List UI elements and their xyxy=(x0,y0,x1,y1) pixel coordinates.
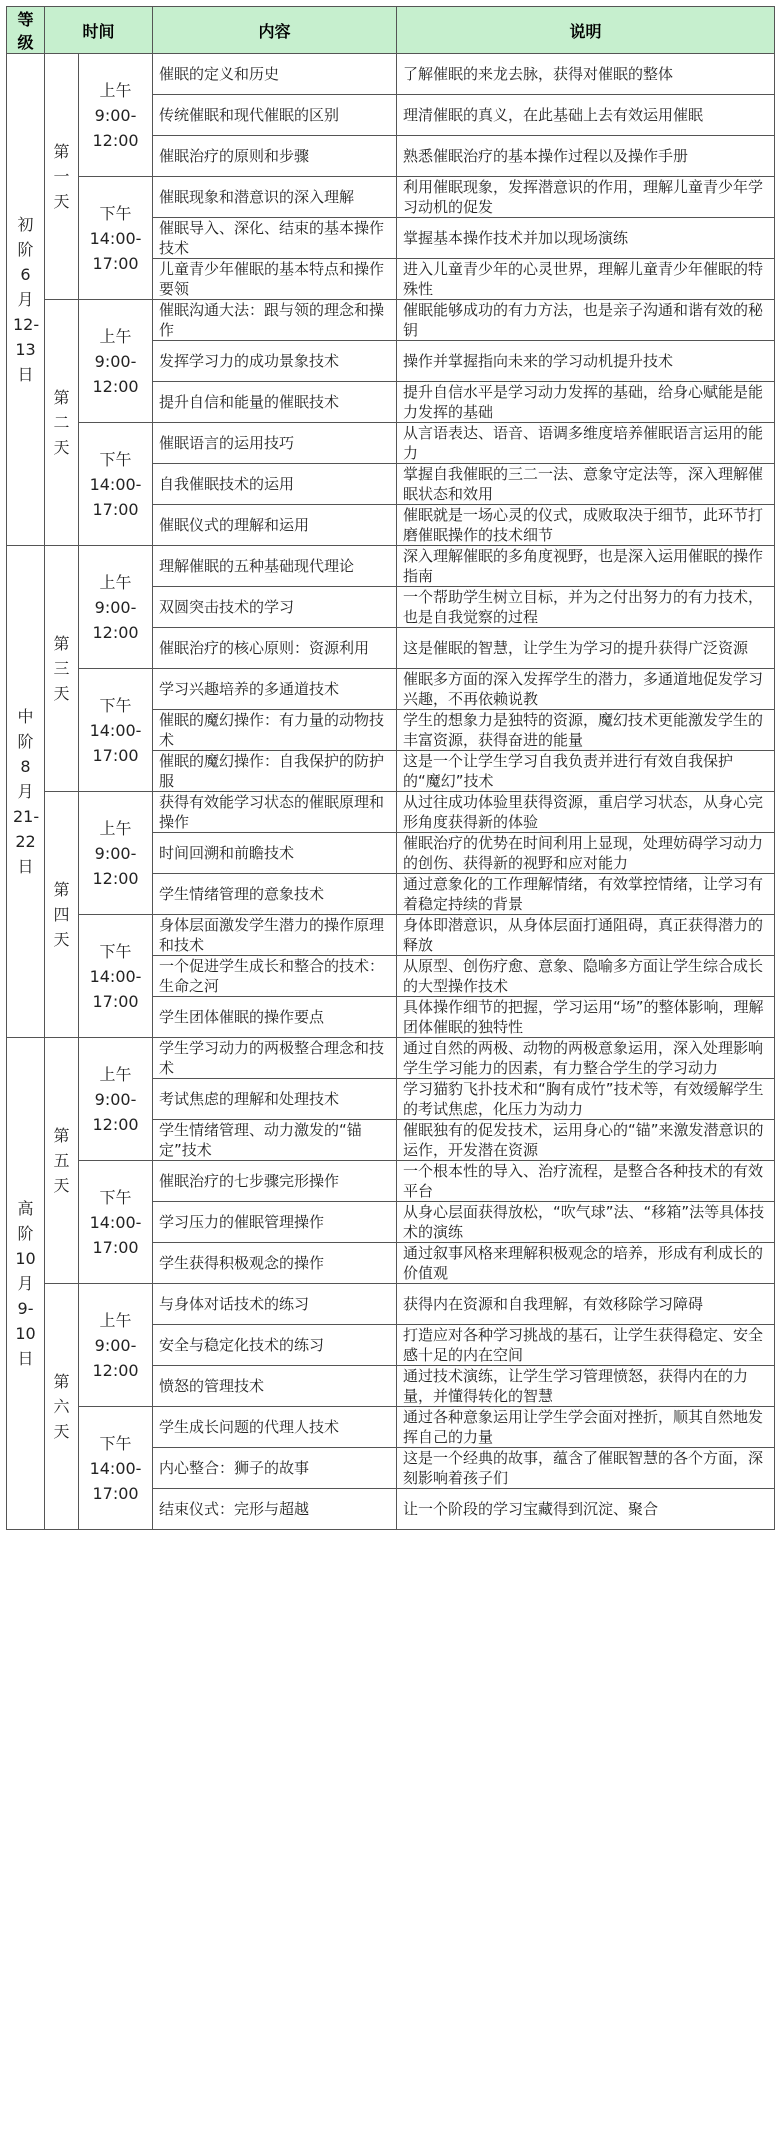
session-time-end: 17:00 xyxy=(92,1237,139,1257)
session-time-start: 14:00- xyxy=(89,1212,142,1232)
desc-cell: 学习猫豹飞扑技术和“胸有成竹”技术等，有效缓解学生的考试焦虑，化压力为动力 xyxy=(397,1079,775,1120)
content-cell: 儿童青少年催眠的基本特点和操作要领 xyxy=(153,259,397,300)
level-date-line: 月 xyxy=(17,1274,34,1293)
desc-cell: 通过叙事风格来理解积极观念的培养，形成有利成长的价值观 xyxy=(397,1243,775,1284)
desc-cell: 提升自信水平是学习动力发挥的基础，给身心赋能是能力发挥的基础 xyxy=(397,382,775,423)
content-cell: 学生学习动力的两极整合理念和技术 xyxy=(153,1038,397,1079)
desc-cell: 从身心层面获得放松，“吹气球”法、“移箱”法等具体技术的演练 xyxy=(397,1202,775,1243)
level-date-line: 21- xyxy=(13,807,40,826)
content-cell: 身体层面激发学生潜力的操作原理和技术 xyxy=(153,915,397,956)
session-cell-morning xyxy=(79,300,153,423)
desc-cell: 掌握自我催眠的三二一法、意象守定法等，深入理解催眠状态和效用 xyxy=(397,464,775,505)
day-label: 第三天 xyxy=(53,634,70,703)
desc-cell: 通过技术演练，让学生学习管理愤怒，获得内在的力量，并懂得转化的智慧 xyxy=(397,1366,775,1407)
table-row xyxy=(7,915,775,956)
desc-cell: 催眠能够成功的有力方法，也是亲子沟通和谐有效的秘钥 xyxy=(397,300,775,341)
desc-cell: 催眠独有的促发技术，运用身心的“锚”来激发潜意识的运作，开发潜在资源 xyxy=(397,1120,775,1161)
session-time-end: 17:00 xyxy=(92,745,139,765)
session-time-start: 14:00- xyxy=(89,1458,142,1478)
session-time-start: 9:00- xyxy=(94,105,137,125)
session-time-end: 17:00 xyxy=(92,991,139,1011)
day-cell xyxy=(45,1284,79,1530)
session-time-start: 9:00- xyxy=(94,843,137,863)
level-date-line: 8月 xyxy=(17,757,34,801)
level-name: 高阶 xyxy=(17,1199,34,1243)
level-cell xyxy=(7,1038,45,1530)
content-cell: 提升自信和能量的催眠技术 xyxy=(153,382,397,423)
content-cell: 催眠现象和潜意识的深入理解 xyxy=(153,177,397,218)
desc-cell: 催眠就是一场心灵的仪式，成败取决于细节，此环节打磨催眠操作的技术细节 xyxy=(397,505,775,546)
desc-cell: 催眠多方面的深入发挥学生的潜力，多通道地促发学习兴趣，不再依赖说教 xyxy=(397,669,775,710)
desc-cell: 从言语表达、语音、语调多维度培养催眠语言运用的能力 xyxy=(397,423,775,464)
desc-cell: 这是一个让学生学习自我负责并进行有效自我保护的“魔幻”技术 xyxy=(397,751,775,792)
session-time-end: 17:00 xyxy=(92,1483,139,1503)
session-time-end: 17:00 xyxy=(92,253,139,273)
session-cell-morning xyxy=(79,1284,153,1407)
session-time-start: 9:00- xyxy=(94,351,137,371)
session-cell-afternoon xyxy=(79,423,153,546)
level-name: 中阶 xyxy=(17,707,34,751)
desc-cell: 从过往成功体验里获得资源，重启学习状态，从身心完形角度获得新的体验 xyxy=(397,792,775,833)
session-name: 下午 xyxy=(99,941,132,961)
session-cell-afternoon xyxy=(79,177,153,300)
desc-cell: 这是催眠的智慧，让学生为学习的提升获得广泛资源 xyxy=(397,628,775,669)
table-row xyxy=(7,177,775,218)
session-cell-afternoon xyxy=(79,915,153,1038)
level-cell xyxy=(7,546,45,1038)
desc-cell: 进入儿童青少年的心灵世界，理解儿童青少年催眠的特殊性 xyxy=(397,259,775,300)
session-time-start: 14:00- xyxy=(89,720,142,740)
desc-cell: 通过意象化的工作理解情绪，有效掌控情绪，让学习有着稳定持续的背景 xyxy=(397,874,775,915)
content-cell: 双圆突击技术的学习 xyxy=(153,587,397,628)
desc-cell: 身体即潜意识，从身体层面打通阻碍，真正获得潜力的释放 xyxy=(397,915,775,956)
session-time-end: 17:00 xyxy=(92,499,139,519)
session-name: 下午 xyxy=(99,203,132,223)
content-cell: 自我催眠技术的运用 xyxy=(153,464,397,505)
session-time-start: 14:00- xyxy=(89,474,142,494)
day-cell xyxy=(45,1038,79,1284)
session-name: 上午 xyxy=(99,572,132,592)
session-time-start: 9:00- xyxy=(94,597,137,617)
session-cell-morning xyxy=(79,546,153,669)
table-row xyxy=(7,1038,775,1079)
session-time-end: 12:00 xyxy=(92,376,139,396)
session-cell-afternoon xyxy=(79,1161,153,1284)
table-row xyxy=(7,669,775,710)
content-cell: 获得有效能学习状态的催眠原理和操作 xyxy=(153,792,397,833)
table-row xyxy=(7,1284,775,1325)
session-time-end: 12:00 xyxy=(92,868,139,888)
desc-cell: 从原型、创伤疗愈、意象、隐喻多方面让学生综合成长的大型操作技术 xyxy=(397,956,775,997)
level-date-line: 10 xyxy=(15,1249,36,1268)
content-cell: 催眠的定义和历史 xyxy=(153,54,397,95)
desc-cell: 催眠治疗的优势在时间利用上显现，处理妨碍学习动力的创伤、获得新的视野和应对能力 xyxy=(397,833,775,874)
content-cell: 催眠的魔幻操作：自我保护的防护服 xyxy=(153,751,397,792)
desc-cell: 通过自然的两极、动物的两极意象运用，深入处理影响学生学习能力的因素，有力整合学生的学习动力 xyxy=(397,1038,775,1079)
content-cell: 内心整合：狮子的故事 xyxy=(153,1448,397,1489)
content-cell: 催眠仪式的理解和运用 xyxy=(153,505,397,546)
session-name: 上午 xyxy=(99,1064,132,1084)
level-date-line: 22 xyxy=(15,832,36,851)
level-cell xyxy=(7,54,45,546)
session-time-end: 12:00 xyxy=(92,130,139,150)
content-cell: 一个促进学生成长和整合的技术：生命之河 xyxy=(153,956,397,997)
level-name: 初阶 xyxy=(17,215,34,259)
content-cell: 传统催眠和现代催眠的区别 xyxy=(153,95,397,136)
day-label: 第六天 xyxy=(53,1372,70,1441)
level-date-line: 13 xyxy=(15,340,36,359)
day-label: 第二天 xyxy=(53,388,70,457)
desc-cell: 学生的想象力是独特的资源，魔幻技术更能激发学生的丰富资源，获得奋进的能量 xyxy=(397,710,775,751)
desc-cell: 熟悉催眠治疗的基本操作过程以及操作手册 xyxy=(397,136,775,177)
session-time-end: 12:00 xyxy=(92,622,139,642)
content-cell: 理解催眠的五种基础现代理论 xyxy=(153,546,397,587)
session-name: 下午 xyxy=(99,1187,132,1207)
session-name: 上午 xyxy=(99,1310,132,1330)
header-time: 时间 xyxy=(45,7,153,54)
session-time-start: 9:00- xyxy=(94,1335,137,1355)
desc-cell: 操作并掌握指向未来的学习动机提升技术 xyxy=(397,341,775,382)
desc-cell: 深入理解催眠的多角度视野，也是深入运用催眠的操作指南 xyxy=(397,546,775,587)
session-name: 下午 xyxy=(99,449,132,469)
level-date-line: 日 xyxy=(17,857,34,876)
table-row xyxy=(7,1161,775,1202)
content-cell: 催眠治疗的核心原则：资源利用 xyxy=(153,628,397,669)
content-cell: 时间回溯和前瞻技术 xyxy=(153,833,397,874)
content-cell: 与身体对话技术的练习 xyxy=(153,1284,397,1325)
content-cell: 催眠治疗的原则和步骤 xyxy=(153,136,397,177)
level-date-line: 12- xyxy=(13,315,40,334)
schedule-table xyxy=(6,6,775,1530)
session-time-start: 14:00- xyxy=(89,966,142,986)
desc-cell: 利用催眠现象，发挥潜意识的作用，理解儿童青少年学习动机的促发 xyxy=(397,177,775,218)
session-time-end: 12:00 xyxy=(92,1360,139,1380)
session-cell-morning xyxy=(79,792,153,915)
content-cell: 安全与稳定化技术的练习 xyxy=(153,1325,397,1366)
desc-cell: 了解催眠的来龙去脉，获得对催眠的整体 xyxy=(397,54,775,95)
session-name: 上午 xyxy=(99,326,132,346)
day-label: 第五天 xyxy=(53,1126,70,1195)
level-date-line: 9- xyxy=(17,1299,34,1318)
header-level: 等级 xyxy=(7,7,45,54)
desc-cell: 打造应对各种学习挑战的基石，让学生获得稳定、安全感十足的内在空间 xyxy=(397,1325,775,1366)
header-row xyxy=(7,7,775,54)
day-label: 第四天 xyxy=(53,880,70,949)
content-cell: 学生团体催眠的操作要点 xyxy=(153,997,397,1038)
desc-cell: 理清催眠的真义，在此基础上去有效运用催眠 xyxy=(397,95,775,136)
content-cell: 学生情绪管理、动力激发的“锚定”技术 xyxy=(153,1120,397,1161)
level-date-line: 日 xyxy=(17,365,34,384)
desc-cell: 这是一个经典的故事，蕴含了催眠智慧的各个方面，深刻影响着孩子们 xyxy=(397,1448,775,1489)
table-row xyxy=(7,1407,775,1448)
content-cell: 学生成长问题的代理人技术 xyxy=(153,1407,397,1448)
day-cell xyxy=(45,792,79,1038)
session-cell-afternoon xyxy=(79,1407,153,1530)
desc-cell: 一个帮助学生树立目标，并为之付出努力的有力技术，也是自我觉察的过程 xyxy=(397,587,775,628)
session-name: 上午 xyxy=(99,818,132,838)
table-row xyxy=(7,423,775,464)
level-date-line: 6月 xyxy=(17,265,34,309)
content-cell: 催眠沟通大法：跟与领的理念和操作 xyxy=(153,300,397,341)
desc-cell: 一个根本性的导入、治疗流程，是整合各种技术的有效平台 xyxy=(397,1161,775,1202)
content-cell: 学生获得积极观念的操作 xyxy=(153,1243,397,1284)
desc-cell: 掌握基本操作技术并加以现场演练 xyxy=(397,218,775,259)
table-row xyxy=(7,792,775,833)
content-cell: 愤怒的管理技术 xyxy=(153,1366,397,1407)
day-label: 第一天 xyxy=(53,142,70,211)
content-cell: 学生情绪管理的意象技术 xyxy=(153,874,397,915)
day-cell xyxy=(45,300,79,546)
table-row xyxy=(7,54,775,95)
session-cell-afternoon xyxy=(79,669,153,792)
session-cell-morning xyxy=(79,54,153,177)
desc-cell: 具体操作细节的把握，学习运用“场”的整体影响，理解团体催眠的独特性 xyxy=(397,997,775,1038)
content-cell: 学习压力的催眠管理操作 xyxy=(153,1202,397,1243)
content-cell: 发挥学习力的成功景象技术 xyxy=(153,341,397,382)
header-desc: 说明 xyxy=(397,7,775,54)
desc-cell: 让一个阶段的学习宝藏得到沉淀、聚合 xyxy=(397,1489,775,1530)
day-cell xyxy=(45,546,79,792)
content-cell: 催眠导入、深化、结束的基本操作技术 xyxy=(153,218,397,259)
session-time-end: 12:00 xyxy=(92,1114,139,1134)
content-cell: 结束仪式：完形与超越 xyxy=(153,1489,397,1530)
session-name: 下午 xyxy=(99,695,132,715)
content-cell: 催眠语言的运用技巧 xyxy=(153,423,397,464)
session-cell-morning xyxy=(79,1038,153,1161)
session-name: 上午 xyxy=(99,80,132,100)
level-date-line: 10日 xyxy=(15,1324,36,1368)
table-row xyxy=(7,300,775,341)
content-cell: 学习兴趣培养的多通道技术 xyxy=(153,669,397,710)
content-cell: 催眠治疗的七步骤完形操作 xyxy=(153,1161,397,1202)
session-time-start: 14:00- xyxy=(89,228,142,248)
day-cell xyxy=(45,54,79,300)
content-cell: 考试焦虑的理解和处理技术 xyxy=(153,1079,397,1120)
desc-cell: 获得内在资源和自我理解，有效移除学习障碍 xyxy=(397,1284,775,1325)
header-content: 内容 xyxy=(153,7,397,54)
session-time-start: 9:00- xyxy=(94,1089,137,1109)
table-row xyxy=(7,546,775,587)
desc-cell: 通过各种意象运用让学生学会面对挫折，顺其自然地发挥自己的力量 xyxy=(397,1407,775,1448)
session-name: 下午 xyxy=(99,1433,132,1453)
content-cell: 催眠的魔幻操作：有力量的动物技术 xyxy=(153,710,397,751)
